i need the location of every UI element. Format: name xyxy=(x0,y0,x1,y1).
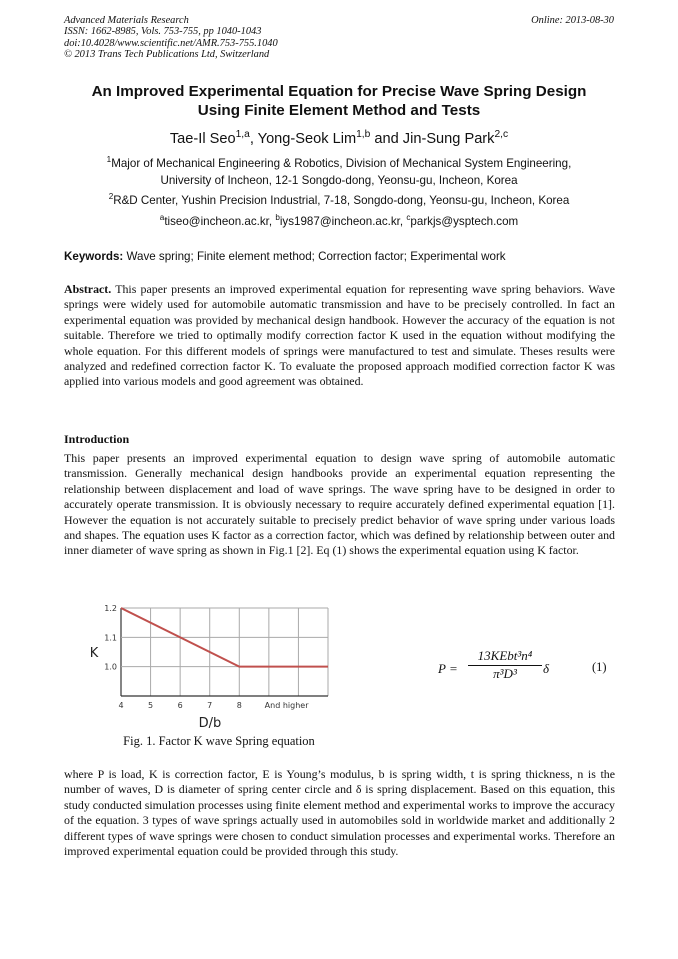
sup: 2 xyxy=(108,192,114,202)
x-axis-label: D/b xyxy=(198,716,222,731)
issn: ISSN: 1662-8985, Vols. 753-755, pp 1040-1043 xyxy=(64,26,262,38)
abstract xyxy=(64,282,615,390)
author: and Jin-Sung Park xyxy=(370,131,495,147)
x-tick-label: 4 xyxy=(118,701,124,710)
eq-delta: δ xyxy=(543,661,550,676)
affiliation-1 xyxy=(40,155,638,189)
y-tick-label: 1.1 xyxy=(104,633,117,643)
eq-denominator: π³D³ xyxy=(493,666,517,681)
email: parkjs@ysptech.com xyxy=(410,215,519,228)
affiliation-2 xyxy=(40,192,638,209)
y-tick-label: 1.0 xyxy=(104,662,117,672)
sup: c xyxy=(406,213,411,223)
abstract-text: This paper presents an improved experimental equation for representing wave spring behaviors. Wave springs were widely used for automobile automatic transmission and have to be precisely controlled. In fact an experimental equation was provided by mechanical design handbook. However the accuracy of the equation is not suitable. Therefore we tried to optimally modify correction factor K used in the equation without modifying the whole equation. For this different models of springs were manufactured to test and simulate. Theses results were analyzed and redefined correction factor K. To evaluate the proposed approach modified correction factor K was applied into various models and good agreement was obtained. xyxy=(64,282,615,389)
section-heading: Introduction xyxy=(64,432,130,446)
online-date: Online: 2013-08-30 xyxy=(531,15,614,26)
eq-numerator: 13KEbt³n⁴ xyxy=(468,648,542,666)
body-paragraph: where P is load, K is correction factor, E is Young’s modulus, b is spring width, t is spring thickness, n is the number of waves, D is diameter of spring center circle and δ is spring displacement. Based on this equation, this study conducted simulation processes using finite element method and experimental works to improve the accuracy of the equation. 3 types of wave springs actually used in automobiles sold in worldwide market and additionally 2 different types of wave springs were chosen to conduct simulation processes and experimental works. Therefore an improved experimental equation could be provided through this study. xyxy=(64,767,615,859)
copyright: © 2013 Trans Tech Publications Ltd, Switzerland xyxy=(64,49,270,61)
factor-k-chart xyxy=(60,596,340,736)
sup: 1 xyxy=(106,155,112,165)
x-tick-label: 6 xyxy=(177,701,183,710)
email: tiseo@incheon.ac.kr, xyxy=(164,215,276,228)
journal-header xyxy=(64,15,278,61)
figure-caption: Fig. 1. Factor K wave Spring equation xyxy=(123,734,315,748)
authors xyxy=(40,131,638,147)
aff-text: University of Incheon, 12-1 Songdo-dong, Yeonsu-gu, Incheon, Korea xyxy=(160,174,518,187)
sup: b xyxy=(275,213,280,223)
aff-text: R&D Center, Yushin Precision Industrial, 7-18, Songdo-dong, Yeonsu-gu, Incheon, Korea xyxy=(113,194,570,207)
x-tick-label: 8 xyxy=(236,701,242,710)
author: Tae-Il Seo xyxy=(169,131,236,147)
y-axis-label: K xyxy=(89,646,99,661)
sup: 2,c xyxy=(494,129,509,141)
abstract-label: Abstract. xyxy=(64,282,112,296)
keywords-label: Keywords: xyxy=(64,250,124,263)
keywords xyxy=(64,250,506,263)
eq-lhs: P = xyxy=(438,661,458,676)
paper-title xyxy=(40,82,638,120)
aff-text: Major of Mechanical Engineering & Robotics, Division of Mechanical System Engineering, xyxy=(111,157,572,170)
keywords-text: Wave spring; Finite element method; Correction factor; Experimental work xyxy=(123,250,506,263)
x-tick-label: And higher xyxy=(264,701,309,710)
sup: 1,b xyxy=(356,129,371,141)
intro-paragraph: This paper presents an improved experimental equation to design wave spring of automobile automatic transmission. Generally mechanical design handbooks provide an experimental equation representing the relationship between displacement and load of wave springs. The wave spring have to be designed in order to accurately operate transmission. It is obviously necessary to require accurately defined experimental equation [1]. However the equation is not accurately suitable to precisely predict behavior of wave spring under various loads and shapes. The equation uses K factor as a correction factor, which was defined by relationship between outer and inner diameter of wave spring as shown in Fig.1 [2]. Eq (1) shows the experimental equation using K factor. xyxy=(64,451,615,558)
journal-name: Advanced Materials Research xyxy=(64,15,189,26)
doi: doi:10.4028/www.scientific.net/AMR.753-755.1040 xyxy=(64,37,278,49)
title-line: An Improved Experimental Equation for Precise Wave Spring Design xyxy=(91,83,587,100)
equation-number: (1) xyxy=(592,660,607,674)
y-tick-label: 1.2 xyxy=(104,604,117,613)
email: iys1987@incheon.ac.kr, xyxy=(279,215,407,228)
x-tick-label: 5 xyxy=(148,701,154,710)
sup: a xyxy=(159,213,165,223)
emails xyxy=(40,213,638,230)
title-line: Using Finite Element Method and Tests xyxy=(197,102,481,119)
sup: 1,a xyxy=(235,129,250,141)
author: , Yong-Seok Lim xyxy=(249,131,357,147)
x-tick-label: 7 xyxy=(207,701,213,710)
